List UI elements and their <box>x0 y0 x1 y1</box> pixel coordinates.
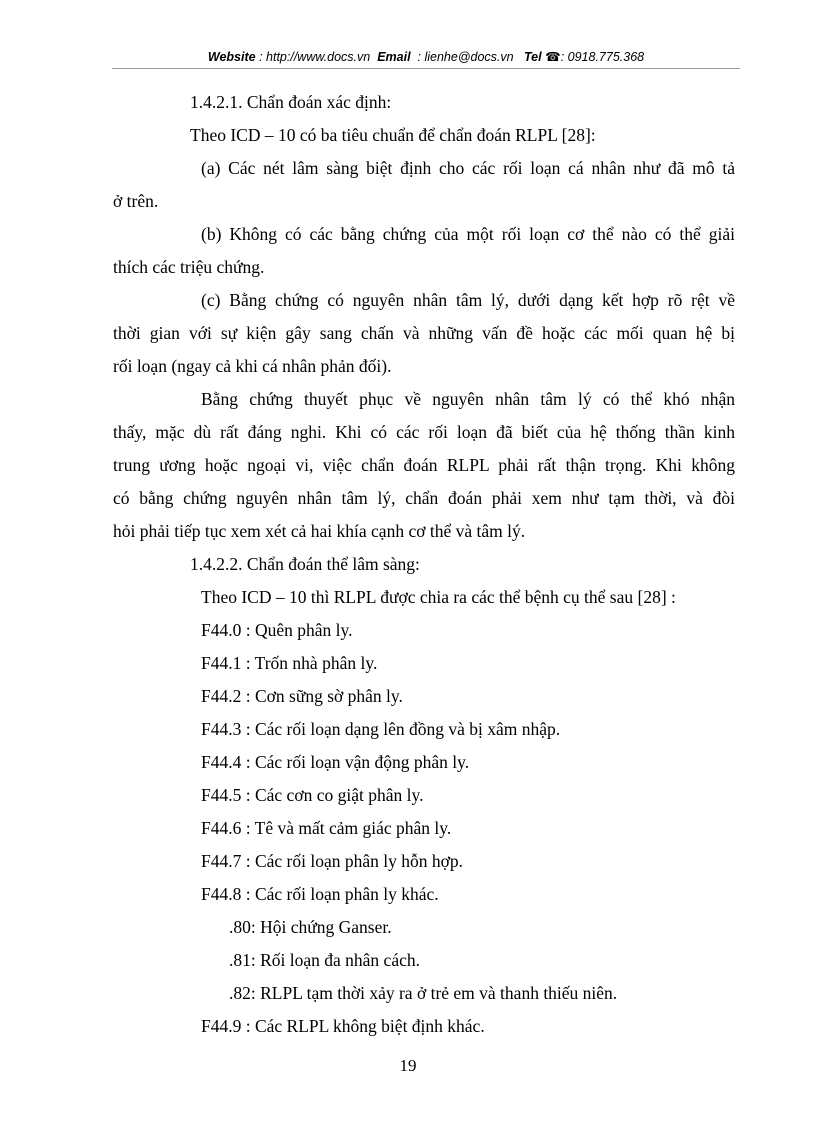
criterion-b-line2: thích các triệu chứng. <box>113 257 265 277</box>
section-heading-1: 1.4.2.1. Chẩn đoán xác định: <box>190 92 392 112</box>
email-label: Email <box>377 50 411 64</box>
section2-intro: Theo ICD – 10 thì RLPL được chia ra các thể bệnh cụ thể sau [28] : <box>201 587 676 607</box>
list-item: F44.4 : Các rối loạn vận động phân ly. <box>201 752 470 772</box>
page-header <box>112 49 740 67</box>
paragraph-line3: trung ương hoặc ngoại vi, việc chẩn đoán RLPL phải rất thận trọng. Khi không <box>113 455 735 475</box>
criterion-b-line1: (b) Không có các bằng chứng của một rối loạn cơ thể nào có thể giải <box>201 224 735 244</box>
list-item: F44.6 : Tê và mất cảm giác phân ly. <box>201 818 452 838</box>
sub-list-item: .80: Hội chứng Ganser. <box>229 917 392 937</box>
criterion-a-line1: (a) Các nét lâm sàng biệt định cho các rối loạn cá nhân như đã mô tả <box>201 158 735 178</box>
sub-list-item: .81: Rối loạn đa nhân cách. <box>229 950 420 970</box>
tel-value: : 0918.775.368 <box>560 50 645 64</box>
list-item: F44.5 : Các cơn co giật phân ly. <box>201 785 424 805</box>
criterion-c-line2: thời gian với sự kiện gây sang chấn và những vấn đề hoặc các mối quan hệ bị <box>113 323 735 343</box>
sub-list-item: .82: RLPL tạm thời xảy ra ở trẻ em và thanh thiếu niên. <box>229 983 618 1003</box>
email-value[interactable]: : lienhe@docs.vn <box>417 50 514 64</box>
section1-intro: Theo ICD – 10 có ba tiêu chuẩn để chẩn đoán RLPL [28]: <box>190 125 596 145</box>
section-heading-2: 1.4.2.2. Chẩn đoán thể lâm sàng: <box>190 554 420 574</box>
page-number: 19 <box>399 1056 417 1075</box>
paragraph-line4: có bằng chứng nguyên nhân tâm lý, chẩn đoán phải xem như tạm thời, và đòi <box>113 488 735 508</box>
tel-label: Tel <box>524 50 542 64</box>
list-item: F44.3 : Các rối loạn dạng lên đồng và bị xâm nhập. <box>201 719 561 739</box>
list-item: F44.7 : Các rối loạn phân ly hỗn hợp. <box>201 851 464 871</box>
criterion-c-line3: rối loạn (ngay cả khi cá nhân phản đối). <box>113 356 392 376</box>
criterion-a-line2: ở trên. <box>113 191 159 211</box>
list-item: F44.1 : Trốn nhà phân ly. <box>201 653 378 673</box>
list-item: F44.8 : Các rối loạn phân ly khác. <box>201 884 439 904</box>
header-divider <box>112 68 740 69</box>
phone-icon: ☎ <box>545 50 561 64</box>
list-item-last: F44.9 : Các RLPL không biệt định khác. <box>201 1016 485 1036</box>
list-item: F44.2 : Cơn sững sờ phân ly. <box>201 686 403 706</box>
list-item: F44.0 : Quên phân ly. <box>201 620 353 640</box>
paragraph-line5: hỏi phải tiếp tục xem xét cả hai khía cạnh cơ thể và tâm lý. <box>113 521 526 541</box>
criterion-c-line1: (c) Bằng chứng có nguyên nhân tâm lý, dưới dạng kết hợp rõ rệt về <box>201 290 735 310</box>
website-value[interactable]: : http://www.docs.vn <box>259 50 371 64</box>
website-label: Website <box>207 50 256 64</box>
paragraph-line2: thấy, mặc dù rất đáng nghi. Khi có các rối loạn đã biết của hệ thống thần kinh <box>113 422 735 442</box>
paragraph-line1: Bằng chứng thuyết phục về nguyên nhân tâm lý có thể khó nhận <box>201 389 735 409</box>
